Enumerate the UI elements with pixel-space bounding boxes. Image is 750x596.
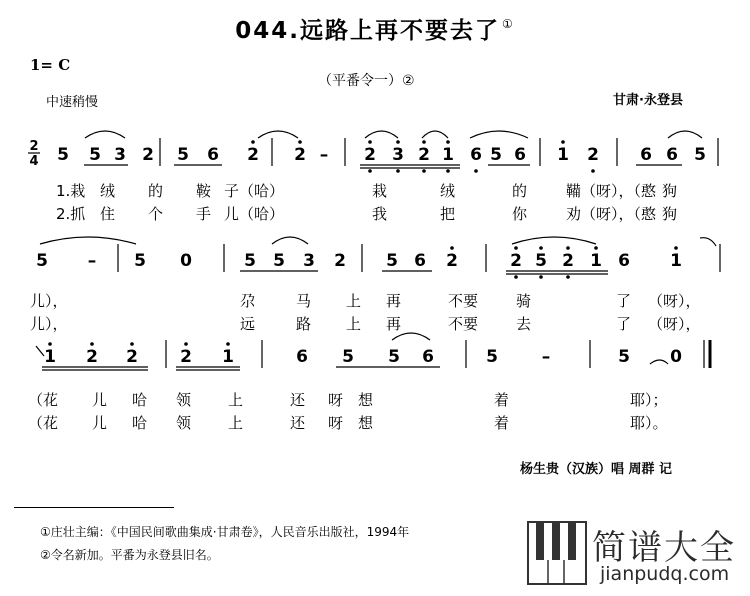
note: 6: [618, 251, 630, 271]
octave-dot: [226, 342, 230, 346]
note: 5: [490, 145, 502, 165]
tempo-marking: 中速稍慢: [46, 95, 99, 110]
lyric-word: 上: [346, 315, 362, 333]
lyric-word: 耶）；: [630, 391, 668, 409]
octave-dot: [130, 342, 134, 346]
octave-dot: [450, 246, 454, 250]
octave-dot: [298, 140, 302, 144]
note: 2: [364, 145, 376, 165]
slur: [512, 237, 596, 244]
note: 1: [442, 145, 454, 165]
score-lines: [28, 131, 720, 370]
octave-dot: [561, 140, 565, 144]
lyric-word: 去: [516, 315, 532, 333]
lyric-word: 你: [512, 205, 528, 223]
note: 6: [640, 145, 652, 165]
footnote-divider: [14, 507, 174, 508]
note: 5: [388, 347, 400, 367]
note: 6: [207, 145, 219, 165]
octave-dot: [368, 169, 372, 173]
tie-arrow: [650, 360, 668, 364]
lyric-word: 骑: [516, 292, 532, 310]
note: 6: [470, 145, 482, 165]
score-glyphs: [29, 139, 705, 367]
note: 5: [618, 347, 630, 367]
note: 2: [562, 251, 574, 271]
octave-dot: [48, 342, 52, 346]
note: 5: [535, 251, 547, 271]
octave-dot: [539, 275, 543, 279]
note: 5: [486, 347, 498, 367]
lyric-word: 个: [148, 205, 164, 223]
note: 2: [510, 251, 522, 271]
note: 2: [446, 251, 458, 271]
lyric-word: 远: [240, 315, 256, 333]
note: 1: [670, 251, 682, 271]
lyric-word: 哈: [132, 391, 148, 409]
note: 1: [557, 145, 569, 165]
note: 5: [273, 251, 285, 271]
note: 6: [422, 347, 434, 367]
note: 5: [57, 145, 69, 165]
note: 5: [36, 251, 48, 271]
note: 5: [386, 251, 398, 271]
octave-dot: [90, 342, 94, 346]
slur: [85, 131, 125, 138]
note: 5: [342, 347, 354, 367]
grace-mark: [36, 346, 44, 356]
note: 3: [303, 251, 315, 271]
octave-dot: [566, 246, 570, 250]
performer-credit: 杨生贵（汉族）唱 周群 记: [520, 462, 673, 477]
slur: [258, 131, 298, 138]
lyric-word: 1.栽: [56, 182, 86, 200]
octave-dot: [674, 246, 678, 250]
lyric-word: 呀: [328, 414, 344, 432]
time-signature-top: 2: [29, 139, 39, 154]
lyric-word: （呀），: [648, 292, 701, 310]
octave-dot: [184, 342, 188, 346]
lyric-word: 再: [386, 315, 402, 333]
note: 2: [334, 251, 346, 271]
octave-dot: [422, 140, 426, 144]
octave-dot: [474, 169, 478, 173]
lyric-word: 还: [290, 391, 306, 409]
octave-dot: [591, 169, 595, 173]
octave-dot: [566, 275, 570, 279]
lyric-word: 儿），: [30, 292, 68, 310]
lyric-word: 还: [290, 414, 306, 432]
octave-dot: [251, 140, 255, 144]
note: 2: [142, 145, 154, 165]
lyric-word: 劝（呀），（憨: [566, 205, 657, 223]
octave-dot: [396, 169, 400, 173]
lyric-word: 路: [296, 315, 312, 333]
note: 6: [414, 251, 426, 271]
slur: [470, 131, 528, 138]
lyric-word: 了: [616, 292, 632, 310]
lyric-word: 着: [494, 414, 510, 432]
octave-dot: [514, 246, 518, 250]
lyric-word: 想: [358, 414, 374, 432]
note: 5: [134, 251, 146, 271]
song-title: 044.远路上再不要去了 ①: [235, 17, 515, 44]
lyric-word: 把: [440, 205, 456, 223]
footnote-1: ①庄壮主编：《中国民间歌曲集成·甘肃卷》，人民音乐出版社，1994年: [40, 525, 410, 539]
time-signature-bottom: 4: [29, 154, 39, 169]
lyric-word: 住: [100, 205, 116, 223]
octave-dot: [514, 275, 518, 279]
note: 2: [180, 347, 192, 367]
lyric-word: 狗: [662, 182, 678, 200]
note: 0: [180, 251, 192, 271]
footnote-2: ②令名新加。平番为永登县旧名。: [40, 548, 219, 562]
note: 2: [126, 347, 138, 367]
octave-dot: [539, 246, 543, 250]
lyric-word: 马: [296, 292, 312, 310]
lyric-word: 不要: [448, 315, 479, 333]
slur: [40, 237, 136, 244]
lyric-word: 的: [148, 182, 164, 200]
watermark-name: 简谱大全: [592, 528, 736, 568]
octave-dot: [396, 140, 400, 144]
note: 2: [587, 145, 599, 165]
note: 1: [222, 347, 234, 367]
lyric-word: 上: [228, 391, 244, 409]
note: –: [87, 251, 97, 271]
song-origin: 甘肃·永登县: [613, 93, 683, 108]
slur: [392, 333, 430, 340]
lyric-word: 手: [196, 205, 212, 223]
key-signature: 1= C: [30, 56, 71, 74]
note: 6: [514, 145, 526, 165]
note: 6: [666, 145, 678, 165]
note: 5: [89, 145, 101, 165]
lyric-word: 儿（哈）: [224, 205, 285, 223]
lyric-word: 尕: [240, 292, 256, 310]
lyric-word: （花: [28, 391, 59, 409]
lyric-word: 想: [358, 391, 374, 409]
note: 5: [694, 145, 706, 165]
lyric-word: 哈: [132, 414, 148, 432]
tie-arrow: [700, 238, 716, 246]
lyric-word: 绒: [440, 182, 456, 200]
piano-logo-icon: [522, 516, 592, 592]
lyric-word: 再: [386, 292, 402, 310]
lyric-word: 鞴（呀），（憨: [566, 182, 657, 200]
note: 3: [114, 145, 126, 165]
lyric-word: 着: [494, 391, 510, 409]
lyric-word: （呀），: [648, 315, 701, 333]
note: –: [541, 347, 551, 367]
lyric-word: 了: [616, 315, 632, 333]
lyric-word: 鞍: [196, 182, 212, 200]
octave-dot: [446, 140, 450, 144]
lyric-word: 领: [176, 391, 192, 409]
octave-dot: [368, 140, 372, 144]
lyric-word: 的: [512, 182, 528, 200]
note: 6: [296, 347, 308, 367]
note: –: [319, 145, 329, 165]
title-footnote-mark: ①: [501, 17, 515, 31]
slur: [668, 131, 702, 138]
lyric-word: 上: [228, 414, 244, 432]
note: 2: [247, 145, 259, 165]
note: 0: [670, 347, 682, 367]
note: 1: [590, 251, 602, 271]
lyric-word: 上: [346, 292, 362, 310]
subtitle: （平番令一）②: [318, 73, 415, 89]
lyric-word: 儿: [92, 414, 108, 432]
lyric-word: 栽: [372, 182, 388, 200]
lyric-word: 2.抓: [56, 205, 86, 223]
note: 2: [294, 145, 306, 165]
lyric-word: 耶）。: [630, 414, 668, 432]
lyric-word: （花: [28, 414, 59, 432]
slur: [422, 131, 448, 138]
note: 2: [418, 145, 430, 165]
slur: [272, 237, 308, 244]
lyric-word: 呀: [328, 391, 344, 409]
watermark-url: jianpudq.com: [600, 563, 730, 585]
lyric-word: 狗: [662, 205, 678, 223]
note: 1: [44, 347, 56, 367]
lyric-word: 子（哈）: [224, 182, 285, 200]
lyric-word: 儿: [92, 391, 108, 409]
note: 3: [392, 145, 404, 165]
octave-dot: [446, 169, 450, 173]
note: 5: [177, 145, 189, 165]
note: 5: [244, 251, 256, 271]
octave-dot: [594, 246, 598, 250]
lyric-word: 儿），: [30, 315, 68, 333]
lyric-word: 不要: [448, 292, 479, 310]
lyric-word: 绒: [100, 182, 116, 200]
octave-dot: [422, 169, 426, 173]
lyric-word: 领: [176, 414, 192, 432]
lyric-word: 我: [372, 205, 388, 223]
slur: [365, 131, 398, 138]
note: 2: [86, 347, 98, 367]
